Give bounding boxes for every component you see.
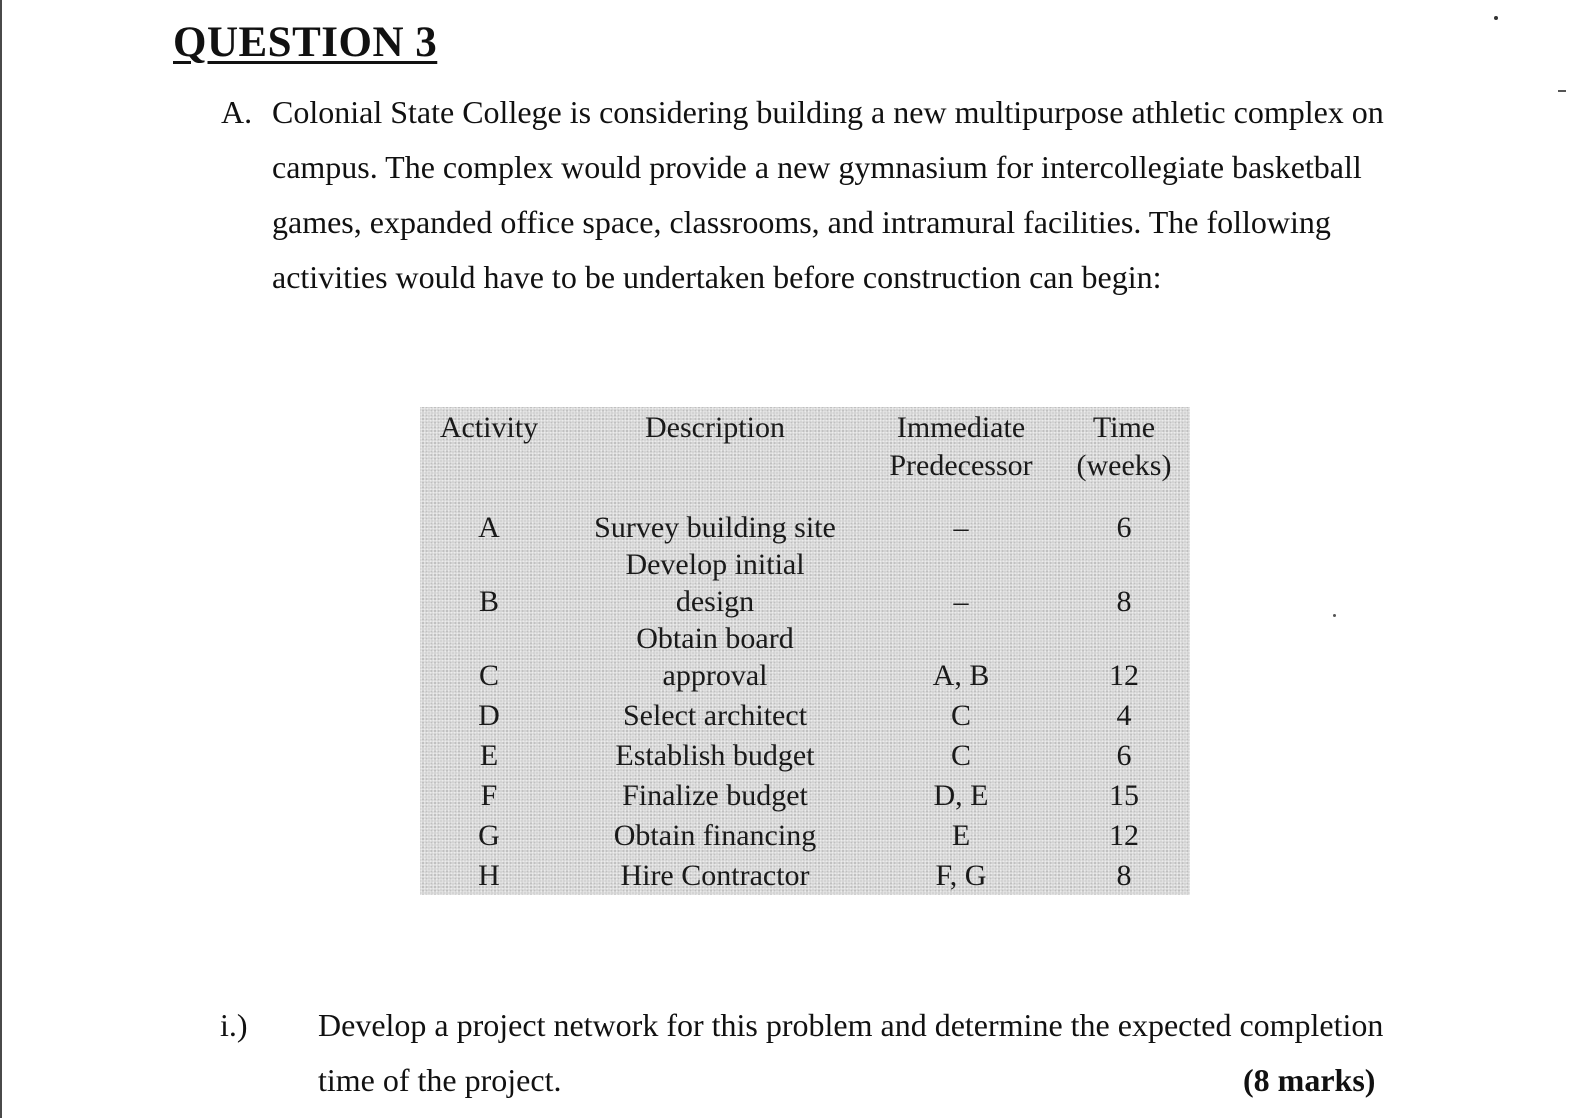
row-e-description: Establish budget — [615, 739, 815, 772]
sub-question-line-2: time of the project. — [318, 1062, 562, 1098]
part-a-marker: A. — [221, 94, 253, 130]
row-e-time: 6 — [1116, 739, 1132, 772]
row-f-predecessor: D, E — [933, 779, 989, 812]
row-d-predecessor: C — [950, 699, 971, 732]
marks-label: (8 marks) — [1243, 1062, 1376, 1098]
row-g-activity: G — [478, 819, 500, 852]
row-d-activity: D — [478, 699, 500, 732]
row-h-description: Hire Contractor — [620, 859, 810, 892]
sub-question-line-1: Develop a project network for this problem and determine the expected completion — [318, 1007, 1384, 1043]
row-h-activity: H — [478, 859, 500, 892]
part-a-line-2: campus. The complex would provide a new gymnasium for intercollegiate basketball — [272, 149, 1362, 185]
part-a-line-3: games, expanded office space, classrooms, and intramural facilities. The following — [272, 204, 1331, 240]
row-b-description-line2: design — [675, 585, 755, 618]
row-d-description: Select architect — [622, 699, 808, 732]
header-description: Description — [645, 411, 785, 444]
header-time-line2: (weeks) — [1076, 449, 1172, 482]
sub-question-marker: i.) — [220, 1007, 248, 1043]
row-b-activity: B — [478, 585, 499, 618]
page-left-border — [0, 0, 2, 1118]
header-time-line1: Time — [1092, 411, 1156, 444]
header-predecessor-line1: Immediate — [896, 411, 1026, 444]
header-activity: Activity — [439, 411, 539, 444]
scan-speck — [1333, 614, 1336, 617]
row-g-time: 12 — [1109, 819, 1139, 852]
row-b-time: 8 — [1116, 585, 1132, 618]
scan-mark — [1558, 90, 1566, 92]
row-a-time: 6 — [1116, 511, 1132, 544]
row-a-description: Survey building site — [594, 511, 836, 544]
row-d-time: 4 — [1116, 699, 1132, 732]
part-a-line-1: Colonial State College is considering building a new multipurpose athletic complex on — [272, 94, 1384, 130]
row-f-description: Finalize budget — [622, 779, 808, 812]
row-g-predecessor: E — [951, 819, 971, 852]
row-a-activity: A — [478, 511, 500, 544]
row-f-time: 15 — [1109, 779, 1139, 812]
header-predecessor-line2: Predecessor — [889, 449, 1033, 482]
row-e-predecessor: C — [950, 739, 971, 772]
row-c-time: 12 — [1109, 659, 1139, 692]
row-h-predecessor: F, G — [935, 859, 987, 892]
row-c-description-line1: Obtain board — [636, 622, 794, 655]
row-b-description-line1: Develop initial — [625, 548, 805, 581]
row-b-predecessor: – — [953, 585, 969, 618]
row-f-activity: F — [480, 779, 498, 812]
row-c-predecessor: A, B — [932, 659, 990, 692]
row-c-activity: C — [478, 659, 499, 692]
row-h-time: 8 — [1116, 859, 1132, 892]
row-a-predecessor: – — [953, 511, 969, 544]
question-title: QUESTION 3 — [173, 19, 438, 66]
scan-speck — [1494, 16, 1498, 20]
row-c-description-line2: approval — [662, 659, 768, 692]
row-e-activity: E — [479, 739, 499, 772]
row-g-description: Obtain financing — [613, 819, 817, 852]
part-a-line-4: activities would have to be undertaken before construction can begin: — [272, 259, 1162, 295]
